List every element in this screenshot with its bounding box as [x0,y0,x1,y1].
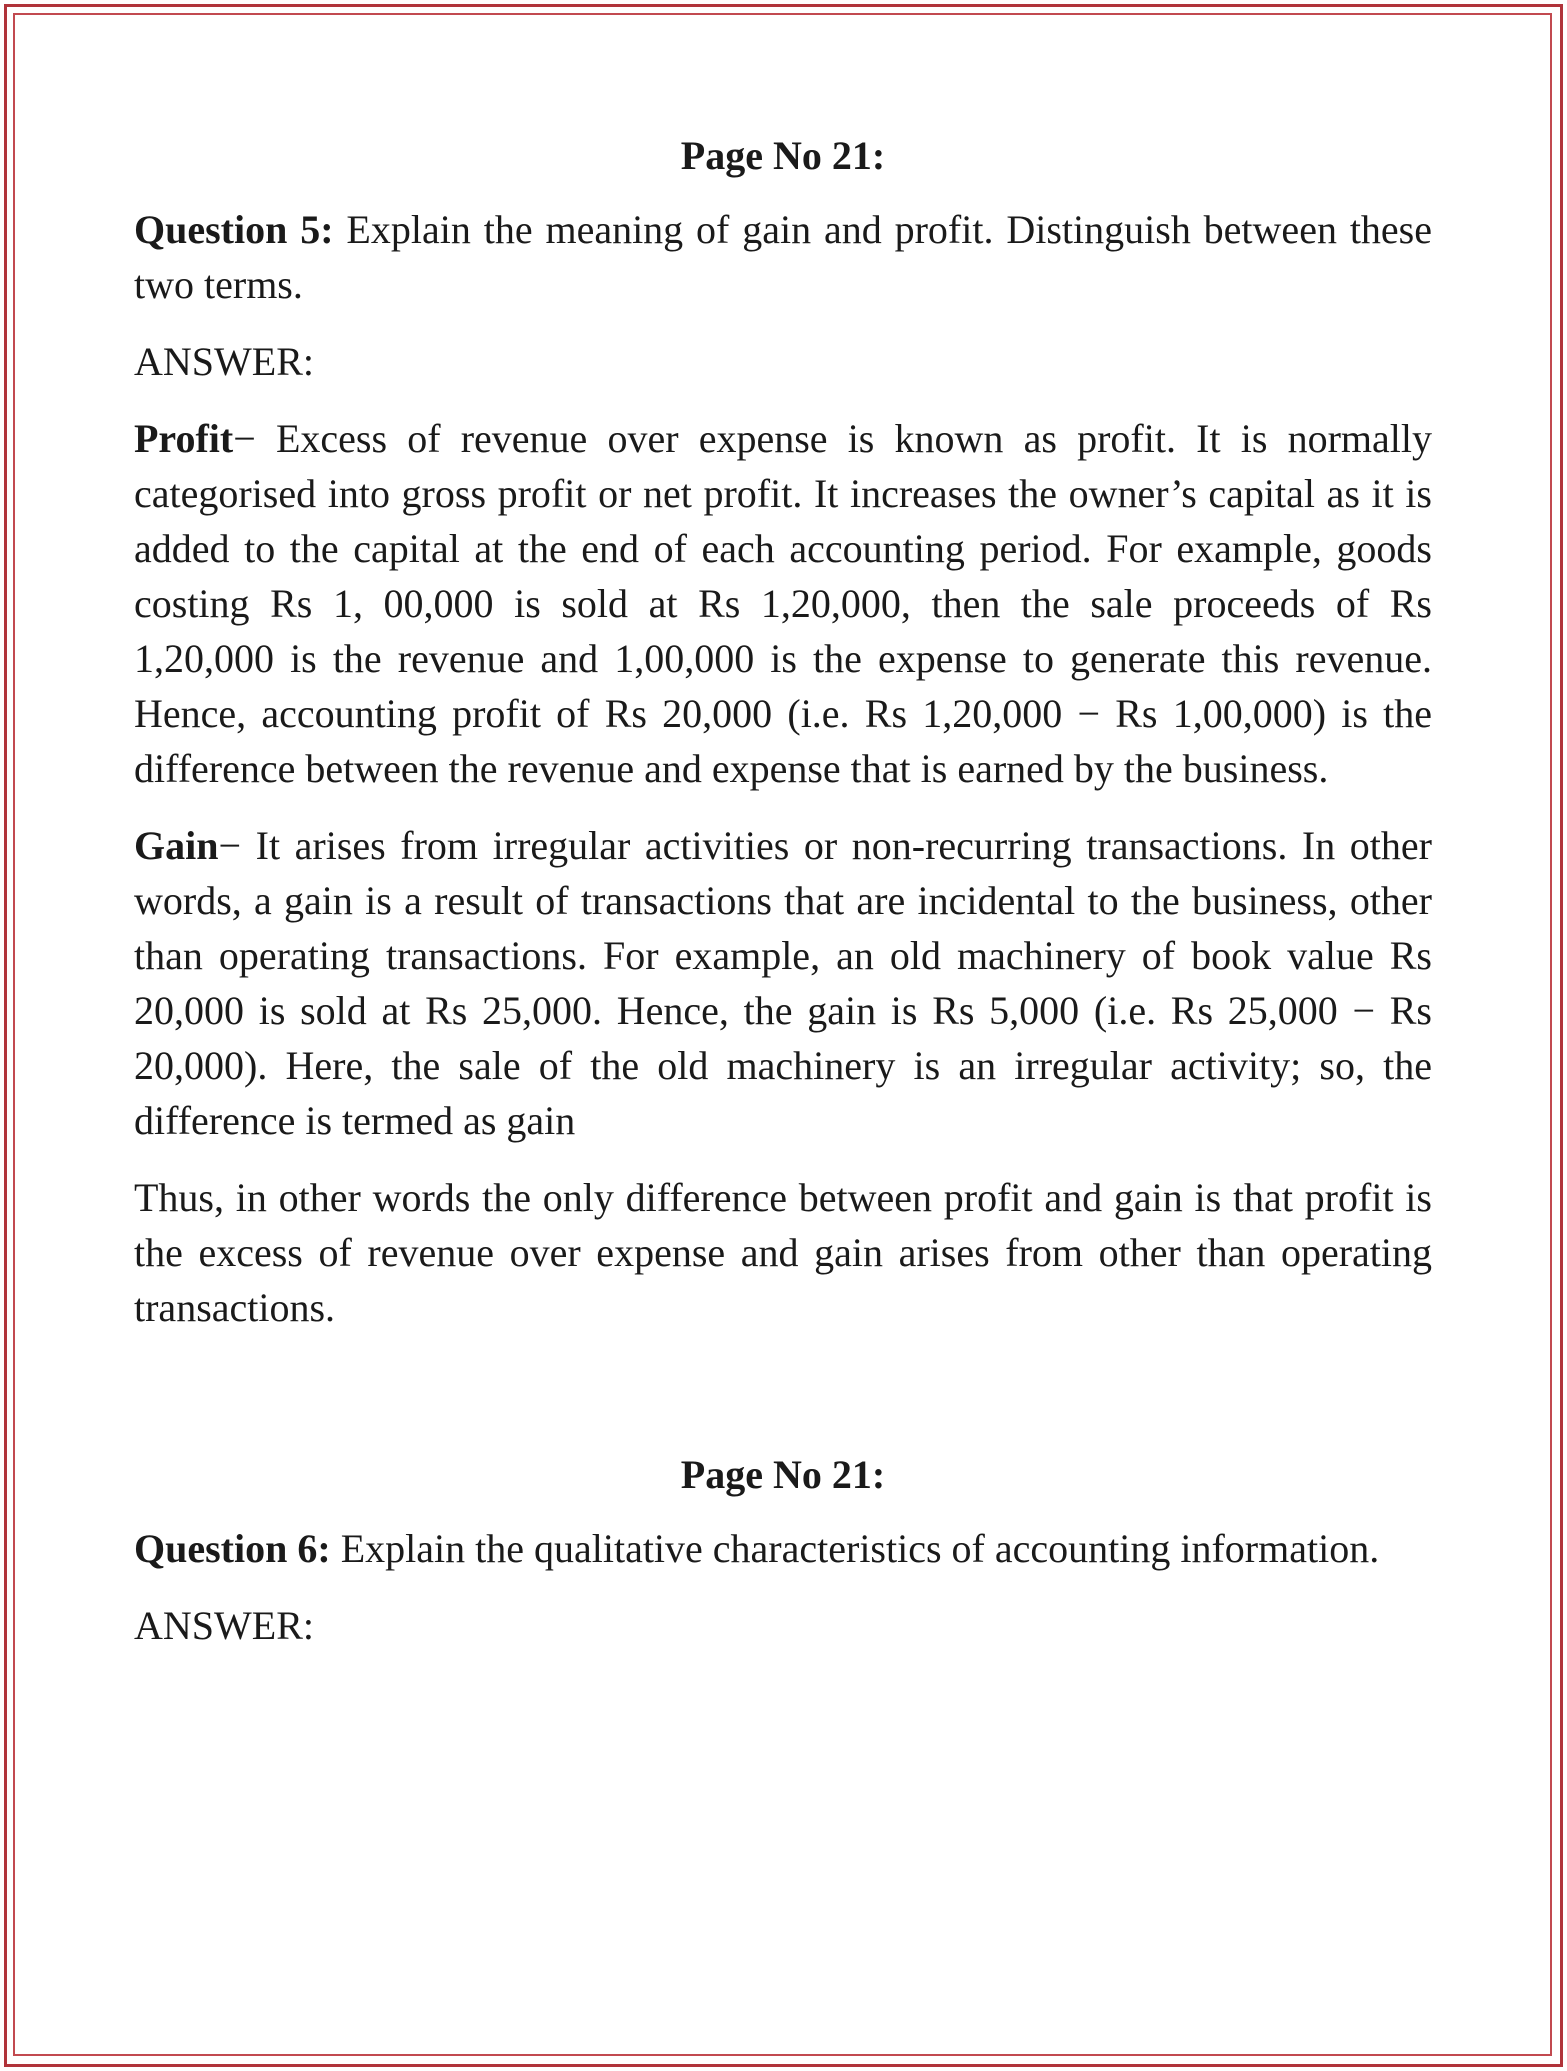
conclusion-paragraph: Thus, in other words the only difference between profit and gain is that profit is the excess of revenue over expense and gain arises from other than operating transactions. [134,1175,1432,1330]
gain-text: − It arises from irregular activities or non-recurring transactions. In other words, a gain is a result of transactions that are incidental to the business, other than operating transactions. For example, an old machinery of book value Rs 20,000 is sold at Rs 25,000. Hence, the gain is Rs 5,000 (i.e. Rs 25,000 − Rs 20,000). Here, the sale of the old machinery is an irregular activity; so, the difference is termed as gain [134,823,1432,1143]
question-5-label: Question 5: [134,207,334,252]
document-body [134,128,1432,1675]
answer-label-6: ANSWER: [134,1603,314,1648]
gain-paragraph [134,818,1432,1148]
page-number-heading-2: Page No 21: [680,1452,886,1497]
question-5-text: Explain the meaning of gain and profit. Distinguish between these two terms. [134,207,1433,307]
question-6-label: Question 6: [134,1526,331,1571]
gain-label: Gain [134,823,219,868]
page-number-heading: Page No 21: [680,133,886,178]
question-5 [134,202,1432,312]
profit-label: Profit [134,416,234,461]
profit-paragraph [134,411,1432,796]
question-6 [134,1521,1432,1576]
section-spacer [134,1357,1432,1447]
profit-text: − Excess of revenue over expense is known as profit. It is normally categorised into gross profit or net profit. It increases the owner’s capital as it is added to the capital at the end of each accounting period. For example, goods costing Rs 1, 00,000 is sold at Rs 1,20,000, then the sale proceeds of Rs 1,20,000 is the revenue and 1,00,000 is the expense to generate this revenue. Hence, accounting profit of Rs 20,000 (i.e. Rs 1,20,000 − Rs 1,00,000) is the difference between the revenue and expense that is earned by the business. [134,416,1432,791]
question-6-text: Explain the qualitative characteristics of accounting information. [330,1526,1380,1571]
answer-label-5: ANSWER: [134,339,314,384]
